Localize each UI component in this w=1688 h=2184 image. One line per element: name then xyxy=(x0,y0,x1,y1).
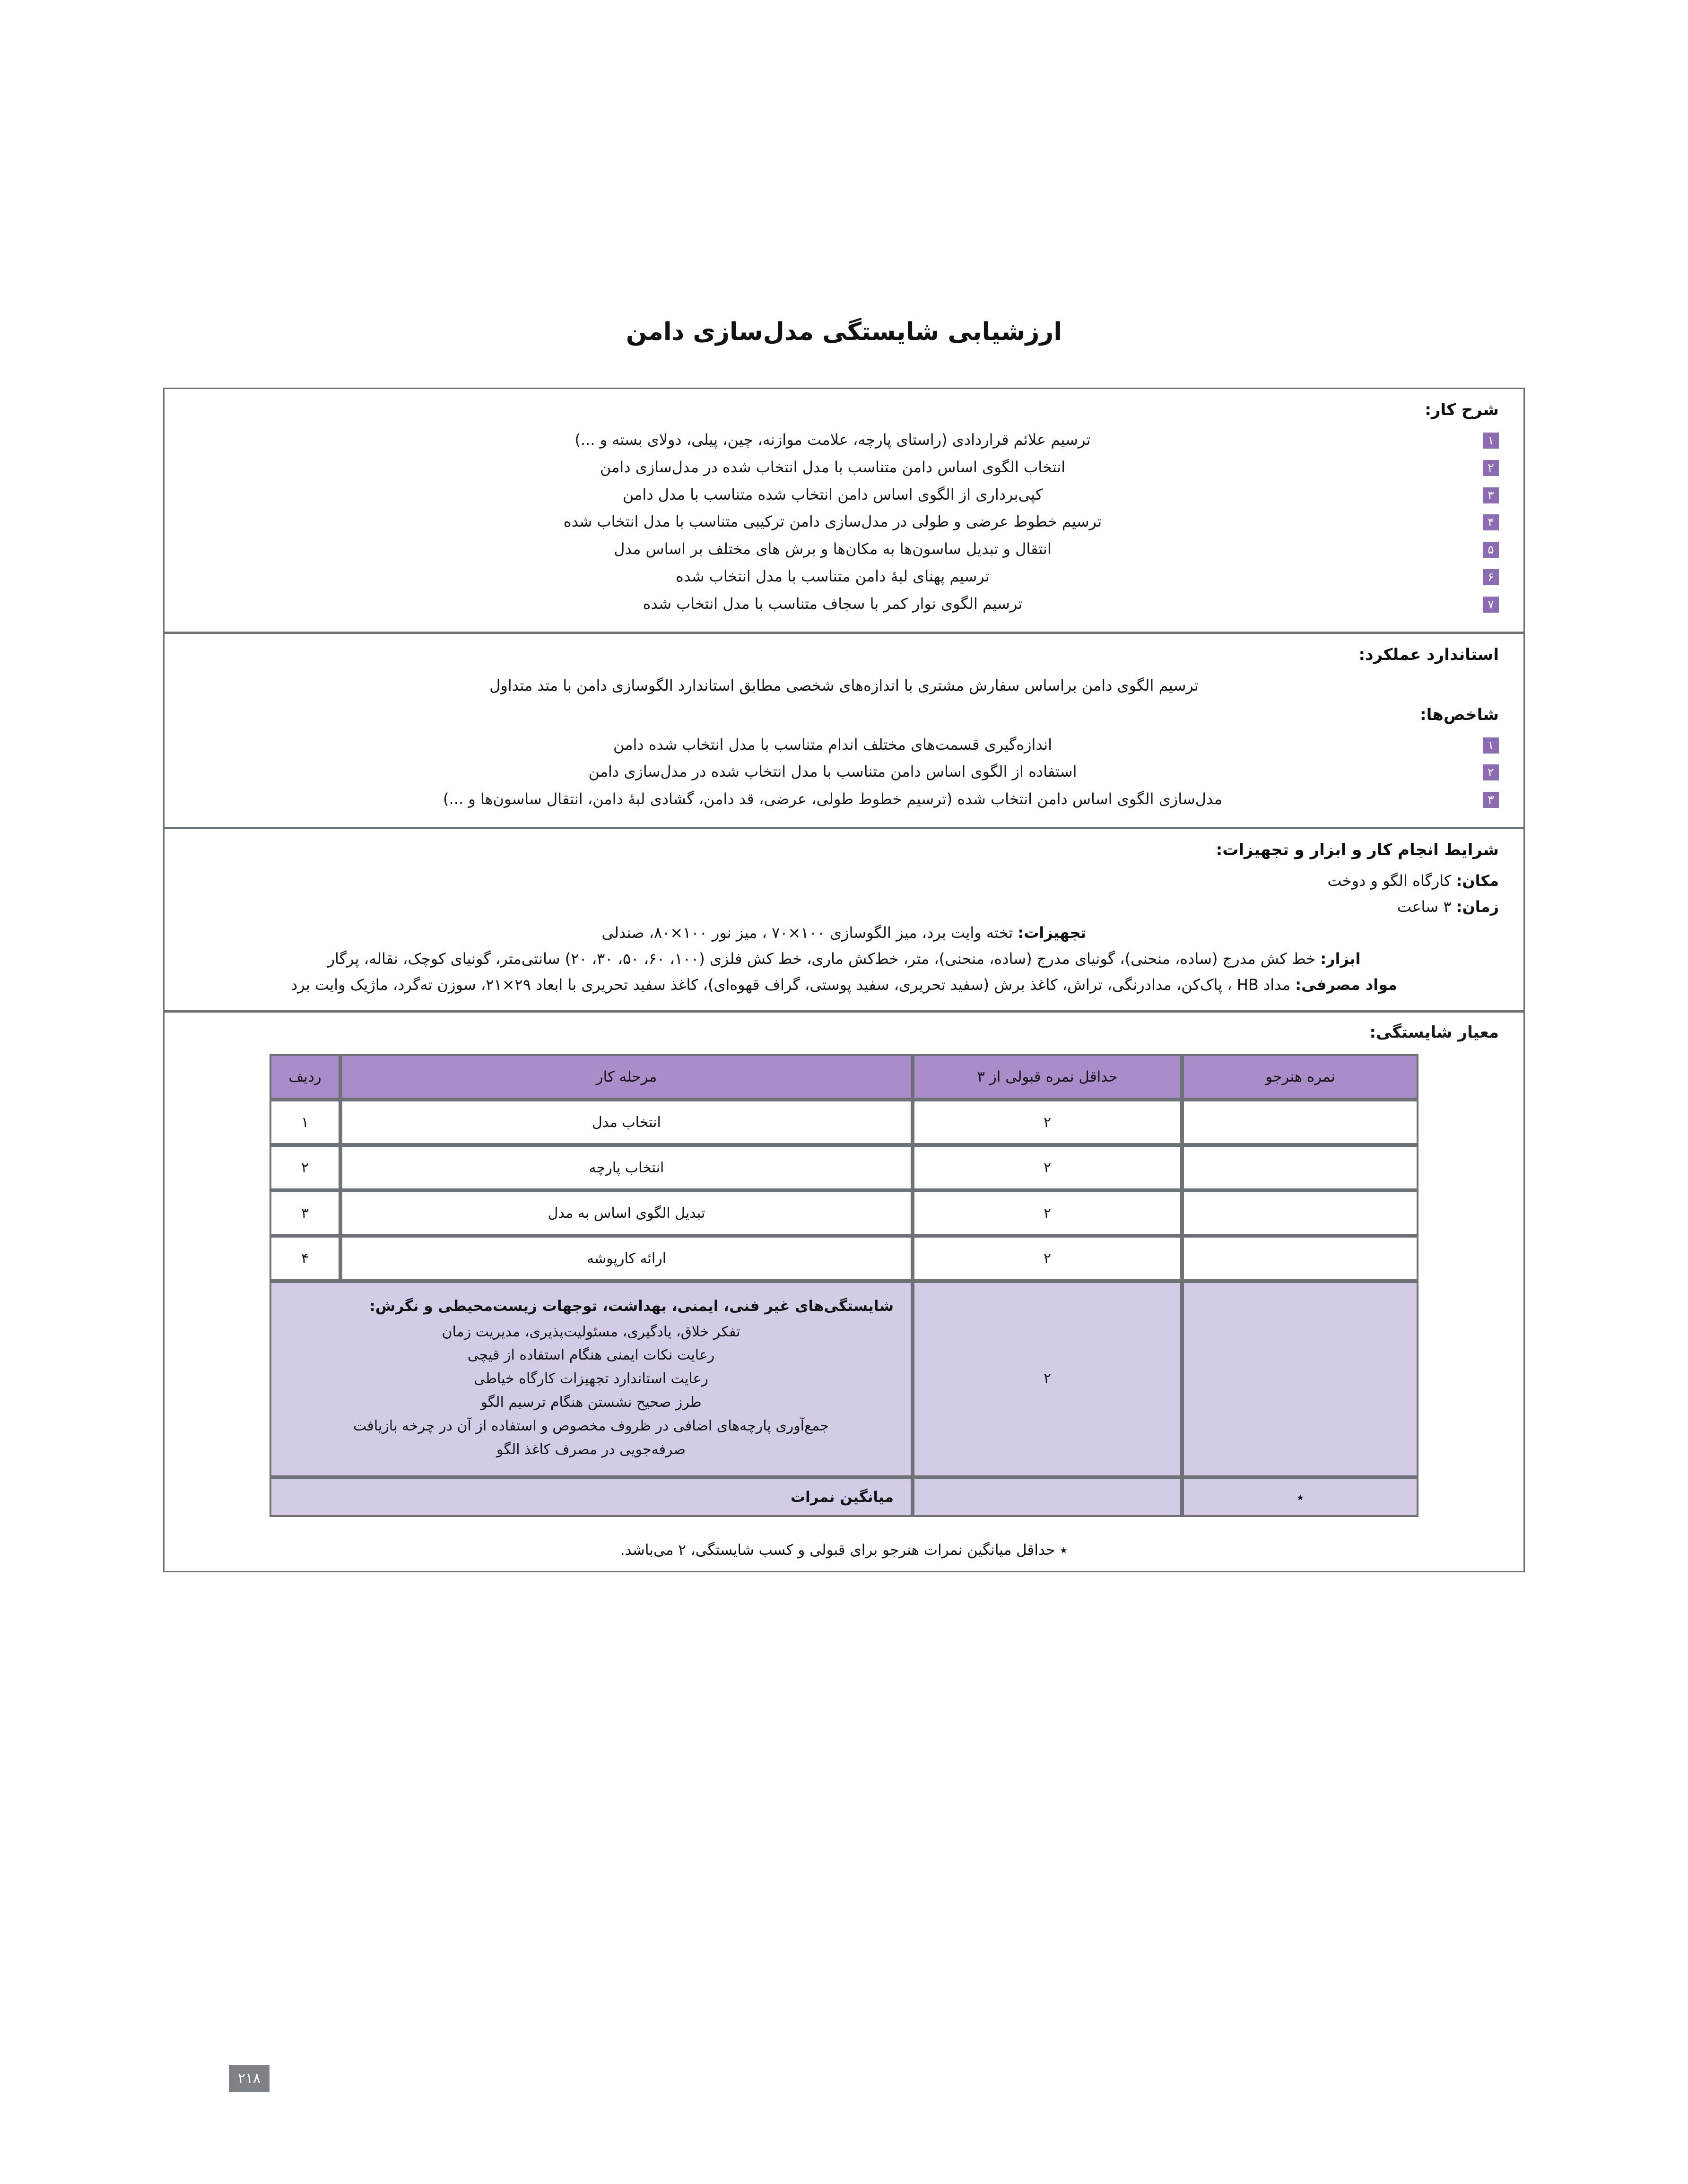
cell-min-score: ۲ xyxy=(913,1145,1182,1190)
list-marker: ۳ xyxy=(1483,792,1499,808)
criteria-table xyxy=(270,1054,1418,1517)
table-header-row xyxy=(270,1054,1418,1100)
list-item-text: کپی‌برداری از الگوی اساس دامن انتخاب شده متناسب با مدل دامن xyxy=(622,485,1043,503)
column-header-stage: مرحله کار xyxy=(340,1054,913,1100)
condition-label: مواد مصرفی: xyxy=(1295,976,1398,994)
list-item-text: اندازه‌گیری قسمت‌های مختلف اندام متناسب با مدل انتخاب شده دامن xyxy=(613,735,1053,754)
section-competency-criteria xyxy=(165,1010,1523,1571)
list-marker: ۲ xyxy=(1483,764,1499,780)
soft-skills-row xyxy=(270,1281,1418,1477)
list-marker: ۴ xyxy=(1483,514,1499,530)
list-item-text: انتقال و تبدیل ساسون‌ها به مکان‌ها و برش های مختلف بر اساس مدل xyxy=(614,540,1052,558)
cell-soft-skills-content xyxy=(270,1281,913,1477)
list-marker: ۷ xyxy=(1483,597,1499,613)
cell-stage: ارائه کارپوشه xyxy=(340,1236,913,1281)
list-item xyxy=(189,787,1499,812)
cell-soft-student-score[interactable] xyxy=(1182,1281,1418,1477)
average-row xyxy=(270,1477,1418,1517)
list-item-text: مدل‌سازی الگوی اساس دامن انتخاب شده (ترسیم خطوط طولی، عرضی، قد دامن، گشادی لبهٔ دامن، انتقال ساسون‌ها و ...) xyxy=(443,790,1222,808)
cell-student-score[interactable] xyxy=(1182,1100,1418,1145)
condition-value: ۳ ساعت xyxy=(1397,897,1452,916)
condition-label: مکان: xyxy=(1456,871,1499,890)
condition-row-location xyxy=(189,868,1499,894)
cell-student-score[interactable] xyxy=(1182,1236,1418,1281)
cell-stage: تبدیل الگوی اساس به مدل xyxy=(340,1190,913,1236)
list-marker: ۵ xyxy=(1483,542,1499,558)
page-title: ارزشیابی شایستگی مدل‌سازی دامن xyxy=(626,318,1062,346)
assessment-frame xyxy=(163,388,1525,1572)
table-row xyxy=(270,1145,1418,1190)
column-header-min-score: حداقل نمره قبولی از ۳ xyxy=(913,1054,1182,1100)
condition-value: تخته وایت برد، میز الگوسازی ۱۰۰×۷۰ ، میز نور ۱۰۰×۸۰، صندلی xyxy=(601,923,1013,942)
list-item xyxy=(189,510,1499,534)
cell-average-star: ٭ xyxy=(1182,1477,1418,1517)
condition-row-time xyxy=(189,894,1499,920)
condition-label: زمان: xyxy=(1456,897,1499,916)
condition-value: مداد HB ، پاک‌کن، مدادرنگی، تراش، کاغذ برش (سفید تحریری، سفید پوستی، گراف قهوه‌ای)، کاغذ سفید تحریری با ابعاد ۲۹×۲۱، سوزن ته‌گرد، ماژیک وایت برد xyxy=(290,976,1291,994)
section-performance-standard xyxy=(165,632,1523,827)
list-item xyxy=(189,455,1499,480)
list-item xyxy=(189,733,1499,757)
list-item xyxy=(189,428,1499,452)
performance-standard-heading: استاندارد عملکرد: xyxy=(1358,645,1499,664)
list-marker: ۱ xyxy=(1483,433,1499,449)
list-marker: ۳ xyxy=(1483,487,1499,503)
cell-soft-min-score: ۲ xyxy=(913,1281,1182,1477)
list-item-text: ترسیم پهنای لبهٔ دامن متناسب با مدل انتخاب شده xyxy=(676,567,990,586)
condition-row-consumables xyxy=(189,972,1499,998)
list-marker: ۱ xyxy=(1483,737,1499,754)
cell-stage: انتخاب مدل xyxy=(340,1100,913,1145)
column-header-radif: ردیف xyxy=(270,1054,340,1100)
soft-skill-item: رعایت نکات ایمنی هنگام استفاده از قیچی xyxy=(467,1347,715,1364)
cell-radif: ۳ xyxy=(270,1190,340,1236)
list-item-text: ترسیم الگوی نوار کمر با سجاف متناسب با مدل انتخاب شده xyxy=(643,594,1023,613)
work-conditions-heading: شرایط انجام کار و ابزار و تجهیزات: xyxy=(1216,840,1499,859)
section-job-description xyxy=(165,389,1523,632)
list-marker: ۶ xyxy=(1483,569,1499,585)
cell-radif: ۲ xyxy=(270,1145,340,1190)
column-header-student-score: نمره هنرجو xyxy=(1182,1054,1418,1100)
condition-label: ابزار: xyxy=(1320,949,1361,968)
condition-row-equipment xyxy=(189,920,1499,946)
list-marker: ۲ xyxy=(1483,460,1499,476)
soft-skill-item: جمع‌آوری پارچه‌های اضافی در ظروف مخصوص و استفاده از آن در چرخه بازیافت xyxy=(353,1417,829,1434)
condition-row-tools xyxy=(189,946,1499,972)
soft-skill-item: طرز صحیح نشستن هنگام ترسیم الگو xyxy=(480,1394,702,1411)
cell-min-score: ۲ xyxy=(913,1100,1182,1145)
cell-average-middle xyxy=(913,1477,1182,1517)
list-item xyxy=(189,537,1499,562)
job-description-heading: شرح کار: xyxy=(1425,400,1499,419)
list-item xyxy=(189,760,1499,784)
cell-radif: ۱ xyxy=(270,1100,340,1145)
condition-value: کارگاه الگو و دوخت xyxy=(1327,871,1452,890)
cell-average-label: میانگین نمرات xyxy=(270,1477,913,1517)
list-item-text: ترسیم خطوط عرضی و طولی در مدل‌سازی دامن ترکیبی متناسب با مدل انتخاب شده xyxy=(563,512,1102,531)
table-row xyxy=(270,1190,1418,1236)
page-number-badge: ۲۱۸ xyxy=(229,2065,270,2092)
cell-radif: ۴ xyxy=(270,1236,340,1281)
list-item xyxy=(189,483,1499,507)
condition-label: تجهیزات: xyxy=(1018,923,1087,942)
criteria-heading: معیار شایستگی: xyxy=(1369,1023,1499,1042)
list-item xyxy=(189,592,1499,616)
list-item-text: ترسیم علائم قراردادی (راستای پارچه، علامت موازنه، چین، پیلی، دولای بسته و ...) xyxy=(574,430,1091,449)
table-row xyxy=(270,1236,1418,1281)
cell-stage: انتخاب پارچه xyxy=(340,1145,913,1190)
indicators-list xyxy=(189,733,1499,812)
cell-min-score: ۲ xyxy=(913,1190,1182,1236)
table-row xyxy=(270,1100,1418,1145)
section-work-conditions xyxy=(165,827,1523,1010)
soft-skill-item: رعایت استاندارد تجهیزات کارگاه خیاطی xyxy=(474,1370,708,1387)
soft-skill-item: صرفه‌جویی در مصرف کاغذ الگو xyxy=(496,1441,686,1458)
cell-student-score[interactable] xyxy=(1182,1145,1418,1190)
indicators-heading: شاخص‌ها: xyxy=(1419,705,1499,724)
performance-standard-text: ترسیم الگوی دامن براساس سفارش مشتری با اندازه‌های شخصی مطابق استاندارد الگوسازی دامن با متد متداول xyxy=(489,676,1199,694)
cell-min-score: ۲ xyxy=(913,1236,1182,1281)
job-description-list xyxy=(189,428,1499,616)
list-item-text: استفاده از الگوی اساس دامن متناسب با مدل انتخاب شده در مدل‌سازی دامن xyxy=(588,763,1077,781)
cell-student-score[interactable] xyxy=(1182,1190,1418,1236)
soft-skills-title: شایستگی‌های غیر فنی، ایمنی، بهداشت، توجهات زیست‌محیطی و نگرش: xyxy=(369,1298,894,1315)
criteria-footnote: ٭ حداقل میانگین نمرات هنرجو برای قبولی و کسب شایستگی، ۲ می‌باشد. xyxy=(620,1542,1068,1559)
list-item xyxy=(189,564,1499,589)
list-item-text: انتخاب الگوی اساس دامن متناسب با مدل انتخاب شده در مدل‌سازی دامن xyxy=(600,458,1066,476)
condition-value: خط کش مدرج (ساده، منحنی)، گونیای مدرج (ساده، منحنی)، متر، خط‌کش ماری، خط کش فلزی (۱۰۰، ۶۰، ۵۰، ۳۰، ۲۰) سانتی‌متر، گونیای کوچک، نقاله، پرگار xyxy=(327,949,1316,968)
soft-skill-item: تفکر خلاق، یادگیری، مسئولیت‌پذیری، مدیریت زمان xyxy=(442,1323,740,1340)
